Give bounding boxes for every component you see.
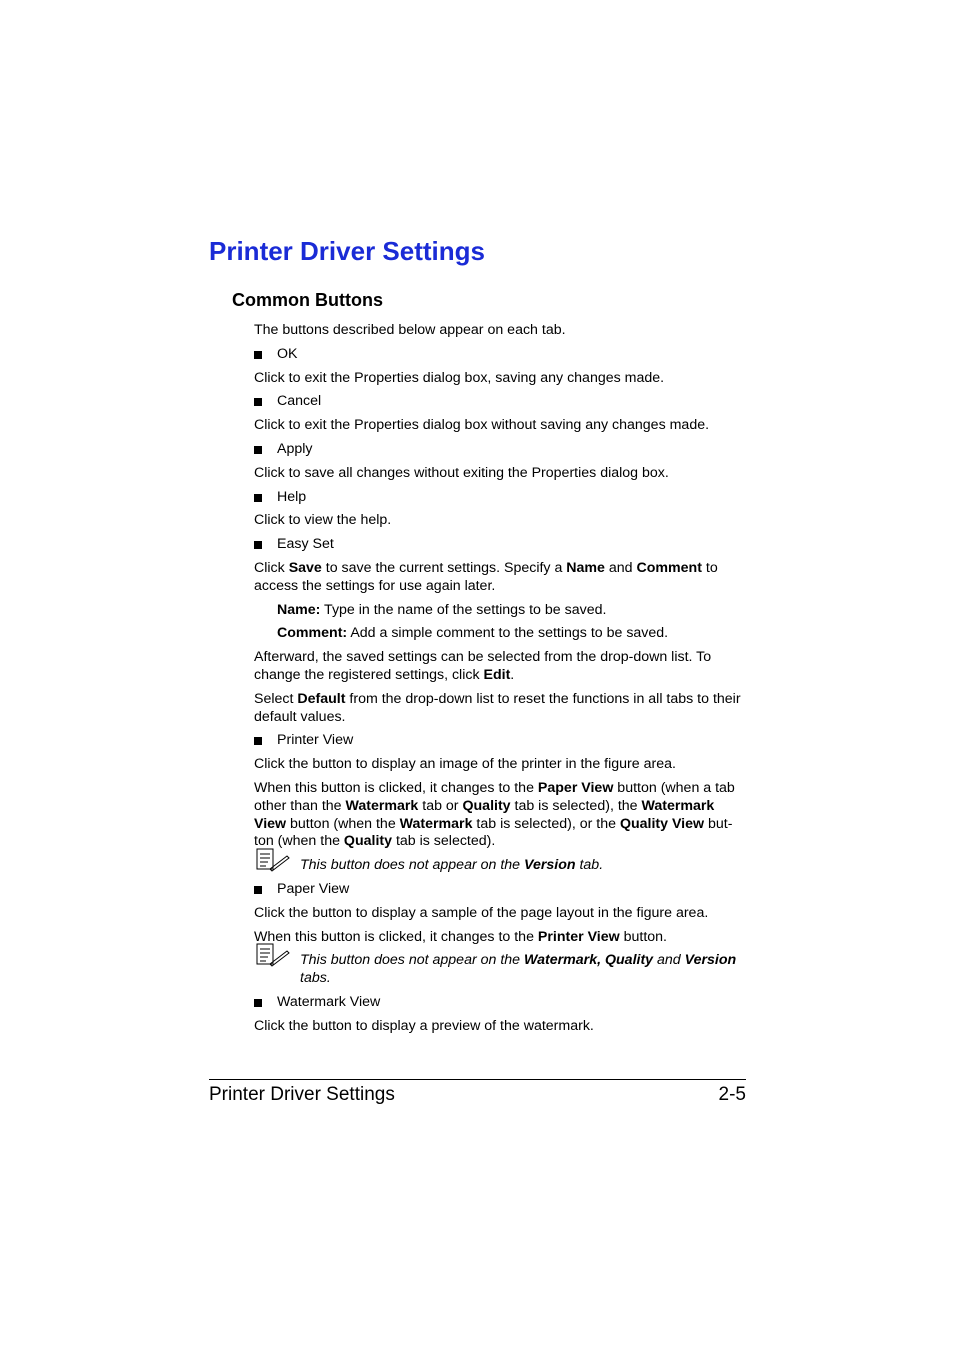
section-title: Common Buttons [232, 290, 383, 310]
note-pencil-icon [256, 848, 290, 872]
bullet-cancel [254, 393, 746, 411]
bullet-easy-set [254, 536, 746, 554]
bullet-label: Easy Set [277, 536, 334, 553]
note-pencil-icon [256, 943, 290, 967]
intro-text: The buttons described below appear on each tab. [254, 322, 566, 338]
bullet-square-icon [254, 541, 262, 549]
bullet-printer-view [254, 732, 746, 750]
easy-set-comment-item: Comment: Add a simple comment to the settings to be saved. [277, 625, 669, 642]
bullet-paper-view [254, 881, 746, 899]
bullet-label: Watermark View [277, 993, 381, 1010]
cancel-description: Click to exit the Properties dialog box without saving any changes made. [254, 417, 710, 434]
paper-view-description: Click the button to display a sample of the page layout in the figure area. [254, 904, 709, 921]
printer-view-description: Click the button to display an image of the printer in the figure area. [254, 756, 676, 773]
content-body [254, 322, 746, 1042]
bullet-square-icon [254, 494, 262, 502]
bullet-square-icon [254, 999, 262, 1007]
help-description: Click to view the help. [254, 512, 392, 529]
bullet-square-icon [254, 737, 262, 745]
bullet-label: Help [277, 488, 307, 505]
page-number: 2-5 [718, 1084, 746, 1105]
bullet-help [254, 489, 746, 507]
watermark-view-description: Click the button to display a preview of the watermark. [254, 1017, 594, 1034]
apply-description: Click to save all changes without exiting the Properties dialog box. [254, 464, 669, 481]
bullet-square-icon [254, 886, 262, 894]
footer-title: Printer Driver Settings [209, 1084, 395, 1105]
easy-set-paragraph-3: Select Default from the drop-down list to reset the functions in all tabs to their default values. [254, 690, 741, 725]
page-title: Printer Driver Settings [209, 236, 485, 266]
bullet-ok [254, 346, 746, 364]
bullet-square-icon [254, 398, 262, 406]
footer-divider [209, 1079, 746, 1080]
ok-description: Click to exit the Properties dialog box, saving any changes made. [254, 369, 665, 386]
bullet-label: Paper View [277, 880, 350, 897]
bullet-square-icon [254, 446, 262, 454]
paper-view-note: This button does not appear on the Watermark, Quality and Version tabs. [254, 952, 746, 988]
bullet-label: Apply [277, 440, 313, 457]
bullet-label: Printer View [277, 732, 354, 749]
bullet-label: Cancel [277, 393, 322, 410]
easy-set-name-item: Name: Type in the name of the settings to be saved. [277, 601, 607, 618]
bullet-watermark-view [254, 994, 746, 1012]
paper-view-paragraph-2: When this button is clicked, it changes to the Printer View button. [254, 928, 667, 945]
bullet-label: OK [277, 345, 298, 362]
easy-set-paragraph-2: Afterward, the saved settings can be selected from the drop-down list. To change the registered settings, click Edit. [254, 649, 712, 683]
printer-view-paragraph-2: When this button is clicked, it changes to the Paper View button (when a tab other than the Watermark tab or Quality tab is selected), the Watermark View button (when the Watermark tab is selected), or the Quality View but-ton (when the Quality tab is selected). [254, 779, 735, 850]
bullet-apply [254, 441, 746, 459]
bullet-square-icon [254, 351, 262, 359]
easy-set-paragraph-1: Click Save to save the current settings. Specify a Name and Comment to access the settings for use again later. [254, 559, 718, 594]
printer-view-note: This button does not appear on the Version tab. [254, 857, 746, 875]
